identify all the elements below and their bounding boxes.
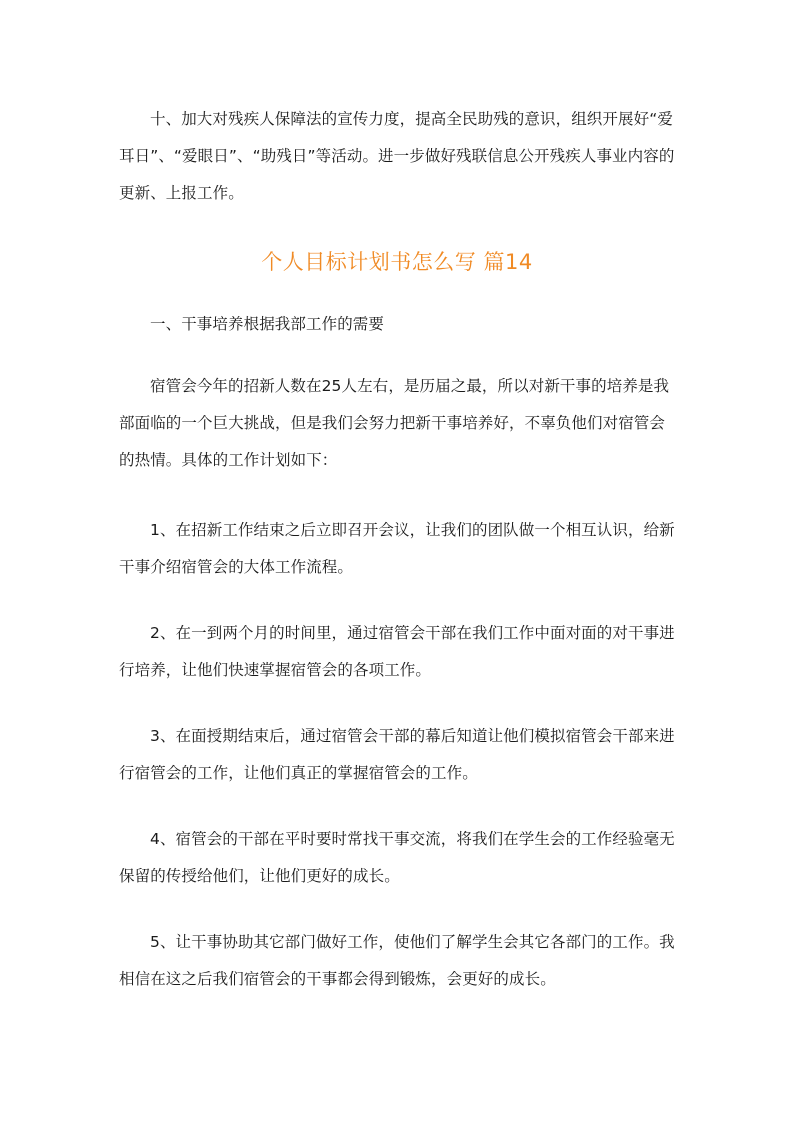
body-paragraph: 4、宿管会的干部在平时要时常找干事交流，将我们在学生会的工作经验毫无保留的传授给他们，让他们更好的成长。: [119, 830, 675, 885]
body-paragraph: 1、在招新工作结束之后立即召开会议，让我们的团队做一个相互认识，给新干事介绍宿管会的大体工作流程。: [119, 521, 675, 576]
intro-paragraph: 十、加大对残疾人保障法的宣传力度，提高全民助残的意识，组织开展好“爱耳日”、“爱眼日”、“助残日”等活动。进一步做好残联信息公开残疾人事业内容的更新、上报工作。: [119, 110, 675, 202]
subheading: 一、干事培养根据我部工作的需要: [150, 315, 385, 333]
body-paragraph: 2、在一到两个月的时间里，通过宿管会干部在我们工作中面对面的对干事进行培养，让他们快速掌握宿管会的各项工作。: [119, 624, 675, 679]
body-paragraph: 宿管会今年的招新人数在25人左右，是历届之最，所以对新干事的培养是我部面临的一个巨大挑战，但是我们会努力把新干事培养好，不辜负他们对宿管会的热情。具体的工作计划如下：: [119, 377, 670, 469]
body-paragraph: 5、让干事协助其它部门做好工作，使他们了解学生会其它各部门的工作。我相信在这之后我们宿管会的干事都会得到锻炼，会更好的成长。: [119, 933, 675, 988]
body-paragraph: 3、在面授期结束后，通过宿管会干部的幕后知道让他们模拟宿管会干部来进行宿管会的工作，让他们真正的掌握宿管会的工作。: [119, 727, 675, 782]
section-title: 个人目标计划书怎么写 篇14: [261, 250, 533, 274]
